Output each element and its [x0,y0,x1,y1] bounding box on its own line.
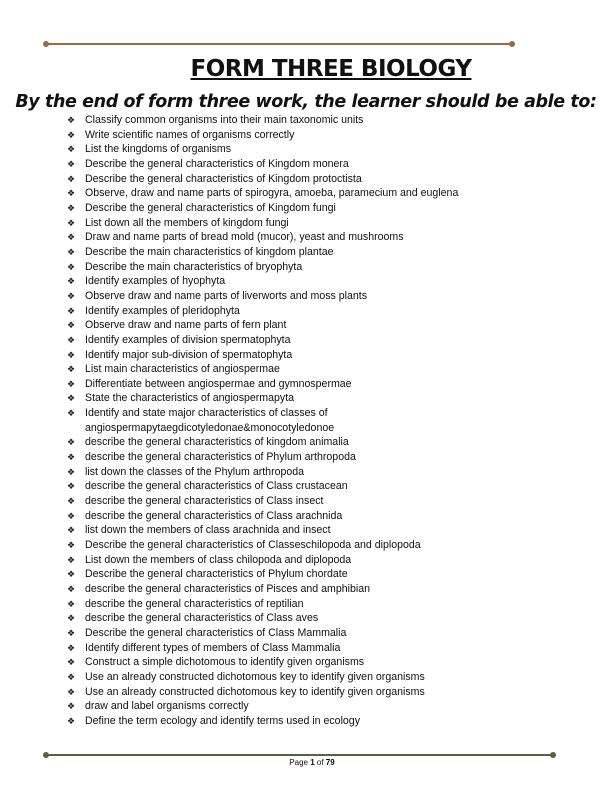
objective-text: Identify examples of hyophyta [85,275,226,288]
diamond-bullet-icon: ❖ [67,129,76,140]
diamond-bullet-icon: ❖ [67,144,76,155]
objective-text: Describe the general characteristics of Kingdom fungi [85,201,336,214]
objective-text: List main characteristics of angiospermae [85,363,280,376]
list-item [67,216,567,231]
diamond-bullet-icon: ❖ [67,496,76,507]
list-item [67,509,567,524]
objective-text: Observe, draw and name parts of spirogyra, amoeba, paramecium and euglena [85,187,459,200]
diamond-bullet-icon: ❖ [67,232,76,243]
objective-text: Describe the main characteristics of kingdom plantae [85,245,334,258]
objective-text: Identify different types of members of Class Mammalia [85,641,341,654]
objective-text: list down the classes of the Phylum arthropoda [85,465,305,478]
objective-text: Identify examples of pleridophyta [85,304,240,317]
list-item [67,435,567,450]
objective-text: Classify common organisms into their main taxonomic units [85,114,364,126]
list-item [67,260,567,275]
objective-text: List the kingdoms of organisms [85,143,232,156]
list-item [67,245,567,260]
diamond-bullet-icon: ❖ [67,305,76,316]
objective-text: Define the term ecology and identify terms used in ecology [85,714,360,727]
list-item [67,655,567,670]
diamond-bullet-icon: ❖ [67,246,76,257]
diamond-bullet-icon: ❖ [67,598,76,609]
diamond-bullet-icon: ❖ [67,452,76,463]
diamond-bullet-icon: ❖ [67,437,76,448]
list-item [67,128,567,143]
diamond-bullet-icon: ❖ [67,510,76,521]
diamond-bullet-icon: ❖ [67,364,76,375]
list-item [67,406,567,435]
objective-text: describe the general characteristics of Class arachnida [85,509,343,522]
list-item [67,685,567,700]
list-item [67,553,567,568]
list-item [67,450,567,465]
objective-text: Differentiate between angiospermae and gymnospermae [85,377,352,390]
objective-text: Describe the general characteristics of Class Mammalia [85,626,347,639]
objective-text: Use an already constructed dichotomous key to identify given organisms [85,685,425,698]
list-item [67,172,567,187]
objectives-list [67,113,567,729]
objective-text: Describe the main characteristics of bryophyta [85,260,303,273]
diamond-bullet-icon: ❖ [67,393,76,404]
diamond-bullet-icon: ❖ [67,261,76,272]
objective-text: Describe the general characteristics of Phylum chordate [85,568,348,581]
objective-text: List down all the members of kingdom fungi [85,216,289,229]
list-item [67,523,567,538]
list-item [67,699,567,714]
list-item [67,582,567,597]
list-item [67,641,567,656]
objective-text: Describe the general characteristics of Kingdom protoctista [85,172,362,185]
diamond-bullet-icon: ❖ [67,173,76,184]
list-item [67,362,567,377]
list-item [67,157,567,172]
objective-text: Identify major sub-division of spermatophyta [85,348,293,361]
diamond-bullet-icon: ❖ [67,378,76,389]
rule-end-dot [43,41,49,47]
total-pages: 79 [325,758,335,767]
objective-text: Use an already constructed dichotomous key to identify given organisms [85,670,425,683]
diamond-bullet-icon: ❖ [67,349,76,360]
objective-text: Describe the general characteristics of Classeschilopoda and diplopoda [85,539,421,552]
list-item [67,538,567,553]
list-item [67,670,567,685]
diamond-bullet-icon: ❖ [67,701,76,712]
footer-rule [46,754,553,756]
diamond-bullet-icon: ❖ [67,481,76,492]
objective-text: Observe draw and name parts of fern plant [85,319,287,332]
list-item [67,597,567,612]
objective-text: describe the general characteristics of Pisces and amphibian [85,583,371,595]
list-item [67,113,567,128]
list-item [67,567,567,582]
list-item [67,274,567,289]
list-item [67,186,567,201]
list-item [67,611,567,626]
diamond-bullet-icon: ❖ [67,158,76,169]
diamond-bullet-icon: ❖ [67,584,76,594]
objective-text: Identify examples of division spermatophyta [85,333,291,346]
list-item [67,465,567,480]
objective-text: Describe the general characteristics of Kingdom monera [85,157,349,170]
page-label: Page [289,758,308,767]
objective-text: List down the members of class chilopoda and diplopoda [85,553,352,566]
list-item [67,626,567,641]
diamond-bullet-icon: ❖ [67,686,76,697]
list-item [67,289,567,304]
diamond-bullet-icon: ❖ [67,540,76,551]
objective-text: describe the general characteristics of kingdom animalia [85,436,349,449]
diamond-bullet-icon: ❖ [67,715,76,726]
objective-text: describe the general characteristics of Class aves [85,612,319,625]
diamond-bullet-icon: ❖ [67,657,76,668]
list-item [67,318,567,333]
diamond-bullet-icon: ❖ [67,671,76,682]
list-item [67,333,567,348]
list-item [67,142,567,157]
objective-text: describe the general characteristics of Phylum arthropoda [85,451,356,464]
objective-text: Draw and name parts of bread mold (mucor), yeast and mushrooms [85,231,404,244]
objective-text: list down the members of class arachnida and insect [85,524,331,537]
diamond-bullet-icon: ❖ [67,466,76,477]
rule-end-dot [509,41,515,47]
objective-text: Identify and state major characteristics of classes of [85,407,328,420]
list-item [67,377,567,392]
diamond-bullet-icon: ❖ [67,627,76,638]
objective-text: State the characteristics of angiospermapyta [85,392,295,405]
list-item [67,304,567,319]
objective-text: describe the general characteristics of Class insect [85,495,324,508]
diamond-bullet-icon: ❖ [67,276,76,287]
objective-text: Write scientific names of organisms correctly [85,128,295,141]
list-item [67,348,567,363]
diamond-bullet-icon: ❖ [67,202,76,213]
list-item [67,201,567,216]
diamond-bullet-icon: ❖ [67,217,76,228]
diamond-bullet-icon: ❖ [67,320,76,331]
objective-text: describe the general characteristics of reptilian [85,597,304,610]
current-page: 1 [310,758,315,767]
list-item [67,230,567,245]
diamond-bullet-icon: ❖ [67,115,76,125]
diamond-bullet-icon: ❖ [67,334,76,345]
objective-text-continuation: angiospermapytaegdicotyledonae&monocotyledonoe [85,421,335,434]
header-rule [46,43,512,45]
diamond-bullet-icon: ❖ [67,613,76,624]
objective-text: describe the general characteristics of Class crustacean [85,480,348,493]
objective-text: Observe draw and name parts of liverworts and moss plants [85,289,368,302]
list-item [67,714,567,729]
page-title: FORM THREE BIOLOGY [190,56,472,82]
page-subtitle: By the end of form three work, the learner should be able to: [15,92,597,112]
page-number [0,758,612,767]
list-item [67,479,567,494]
diamond-bullet-icon: ❖ [67,188,76,199]
diamond-bullet-icon: ❖ [67,408,76,419]
objective-text: Construct a simple dichotomous to identify given organisms [85,656,365,669]
objective-text: draw and label organisms correctly [85,700,249,713]
list-item [67,391,567,406]
diamond-bullet-icon: ❖ [67,554,76,565]
diamond-bullet-icon: ❖ [67,525,76,536]
diamond-bullet-icon: ❖ [67,642,76,653]
diamond-bullet-icon: ❖ [67,569,76,580]
page-of-label: of [316,758,324,767]
list-item [67,494,567,509]
diamond-bullet-icon: ❖ [67,290,76,301]
